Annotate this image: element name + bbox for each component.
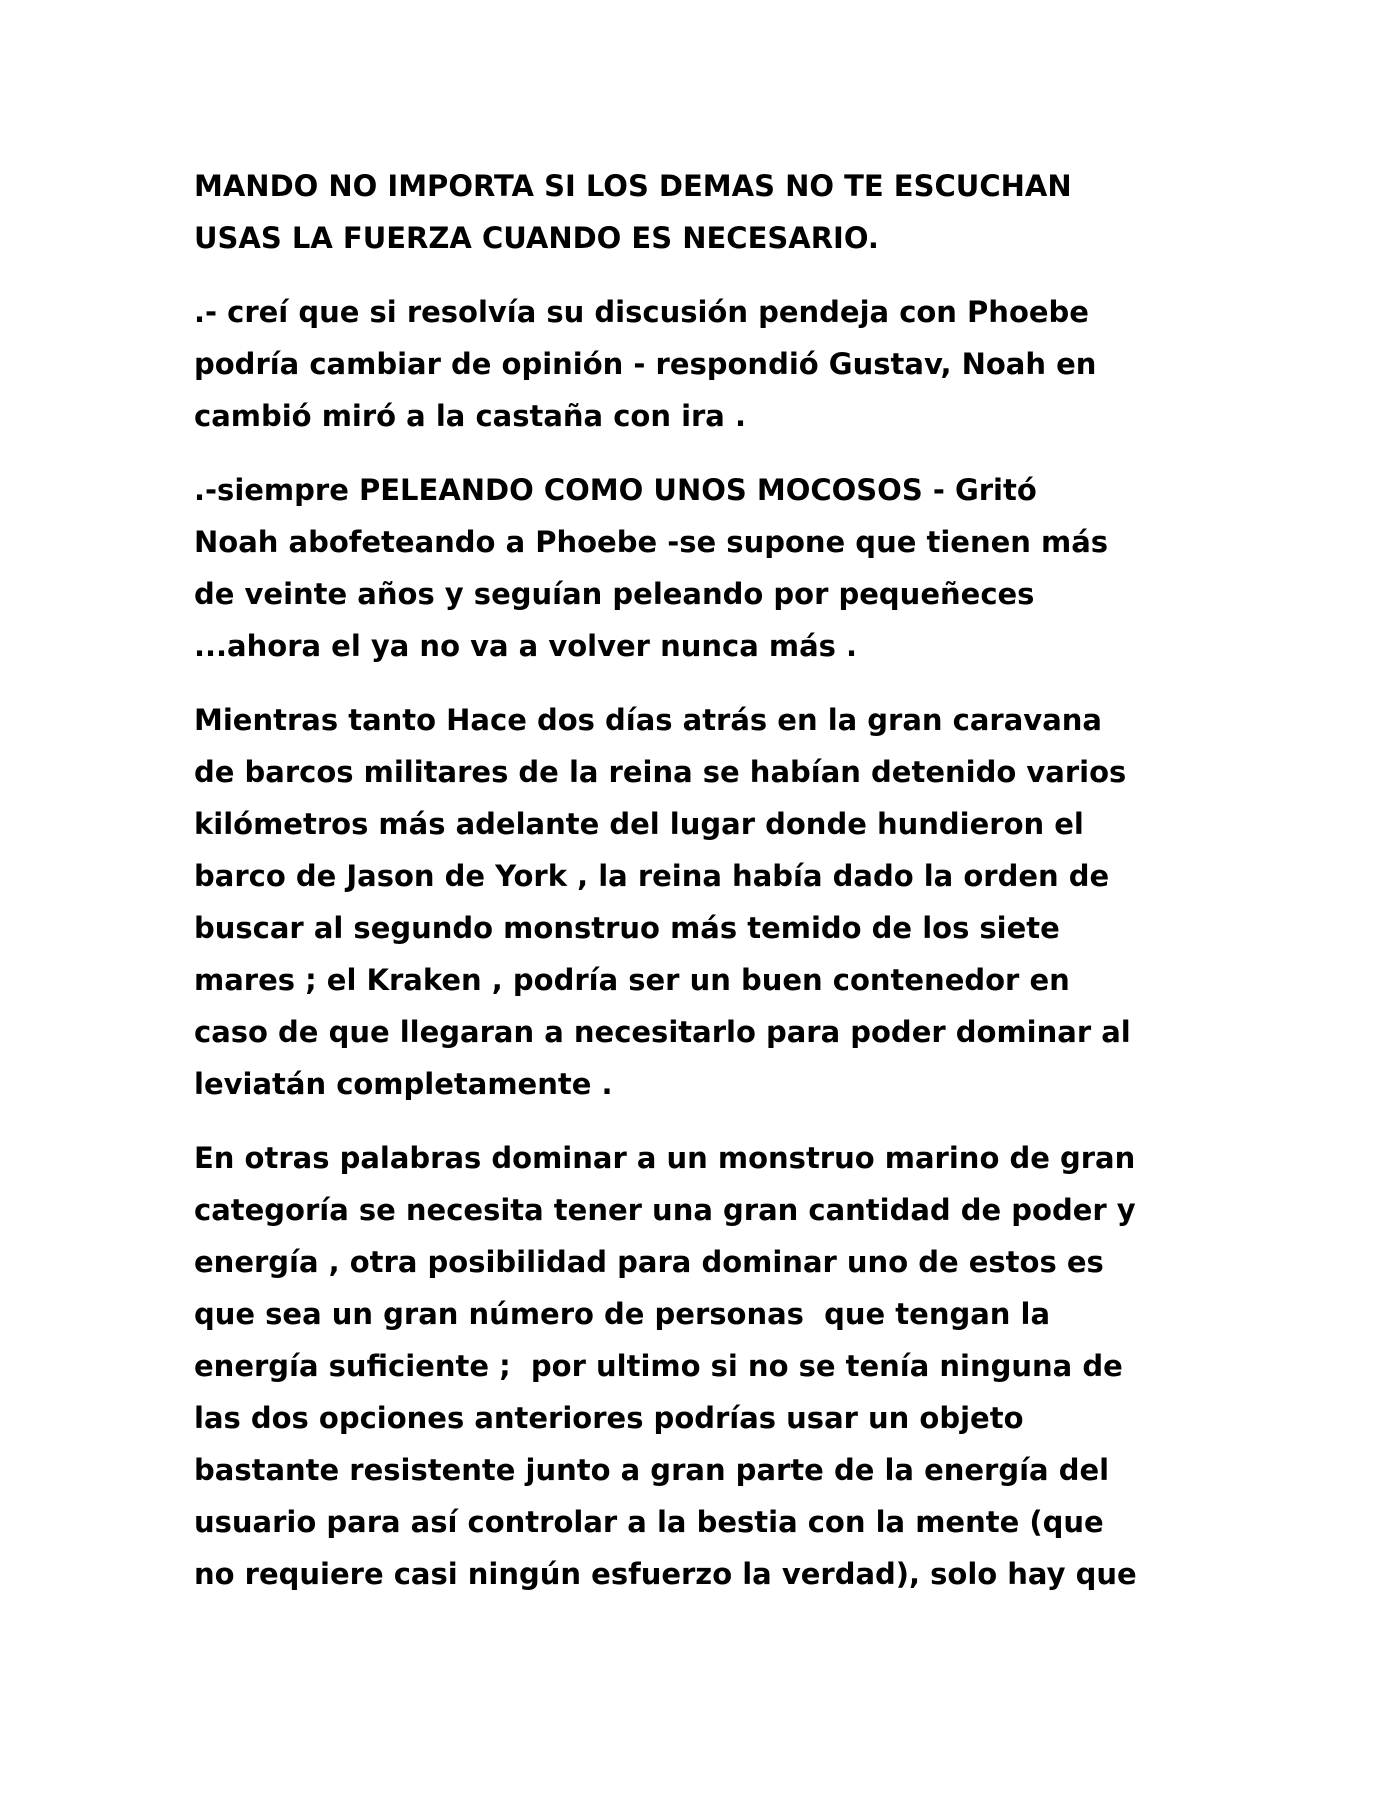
- text-line: USAS LA FUERZA CUANDO ES NECESARIO.: [194, 221, 879, 255]
- text-line: usuario para así controlar a la bestia con la mente (que: [194, 1505, 1104, 1539]
- text-line: energía suficiente ; por ultimo si no se tenía ninguna de: [194, 1349, 1123, 1383]
- text-line: de veinte años y seguían peleando por pequeñeces: [194, 577, 1035, 611]
- text-line: .- creí que si resolvía su discusión pendeja con Phoebe: [194, 295, 1089, 329]
- text-line: En otras palabras dominar a un monstruo marino de gran: [194, 1141, 1136, 1175]
- text-line: cambió miró a la castaña con ira .: [194, 399, 746, 433]
- paragraph-dialogue-gustav: [194, 286, 1254, 442]
- text-line: Noah abofeteando a Phoebe -se supone que tienen más: [194, 525, 1109, 559]
- text-line: .-siempre PELEANDO COMO UNOS MOCOSOS - Gritó: [194, 473, 1037, 507]
- text-line: MANDO NO IMPORTA SI LOS DEMAS NO TE ESCUCHAN: [194, 169, 1072, 203]
- paragraph-caravan: [194, 694, 1254, 1110]
- text-line: de barcos militares de la reina se habían detenido varios: [194, 755, 1127, 789]
- paragraph-domination: [194, 1132, 1254, 1600]
- text-line: kilómetros más adelante del lugar donde hundieron el: [194, 807, 1084, 841]
- text-line: Mientras tanto Hace dos días atrás en la gran caravana: [194, 703, 1102, 737]
- paragraph-dialogue-noah: [194, 464, 1254, 672]
- text-line: buscar al segundo monstruo más temido de los siete: [194, 911, 1060, 945]
- text-line: energía , otra posibilidad para dominar uno de estos es: [194, 1245, 1104, 1279]
- text-line: categoría se necesita tener una gran cantidad de poder y: [194, 1193, 1136, 1227]
- text-line: leviatán completamente .: [194, 1067, 613, 1101]
- text-line: que sea un gran número de personas que tengan la: [194, 1297, 1051, 1331]
- text-line: bastante resistente junto a gran parte de la energía del: [194, 1453, 1110, 1487]
- text-line: las dos opciones anteriores podrías usar un objeto: [194, 1401, 1024, 1435]
- document-body: [194, 160, 1254, 1622]
- text-line: ...ahora el ya no va a volver nunca más .: [194, 629, 858, 663]
- text-line: podría cambiar de opinión - respondió Gustav, Noah en: [194, 347, 1097, 381]
- paragraph-heading: [194, 160, 1254, 264]
- text-line: mares ; el Kraken , podría ser un buen contenedor en: [194, 963, 1070, 997]
- text-line: caso de que llegaran a necesitarlo para poder dominar al: [194, 1015, 1131, 1049]
- text-line: no requiere casi ningún esfuerzo la verdad), solo hay que: [194, 1557, 1137, 1591]
- text-line: barco de Jason de York , la reina había dado la orden de: [194, 859, 1110, 893]
